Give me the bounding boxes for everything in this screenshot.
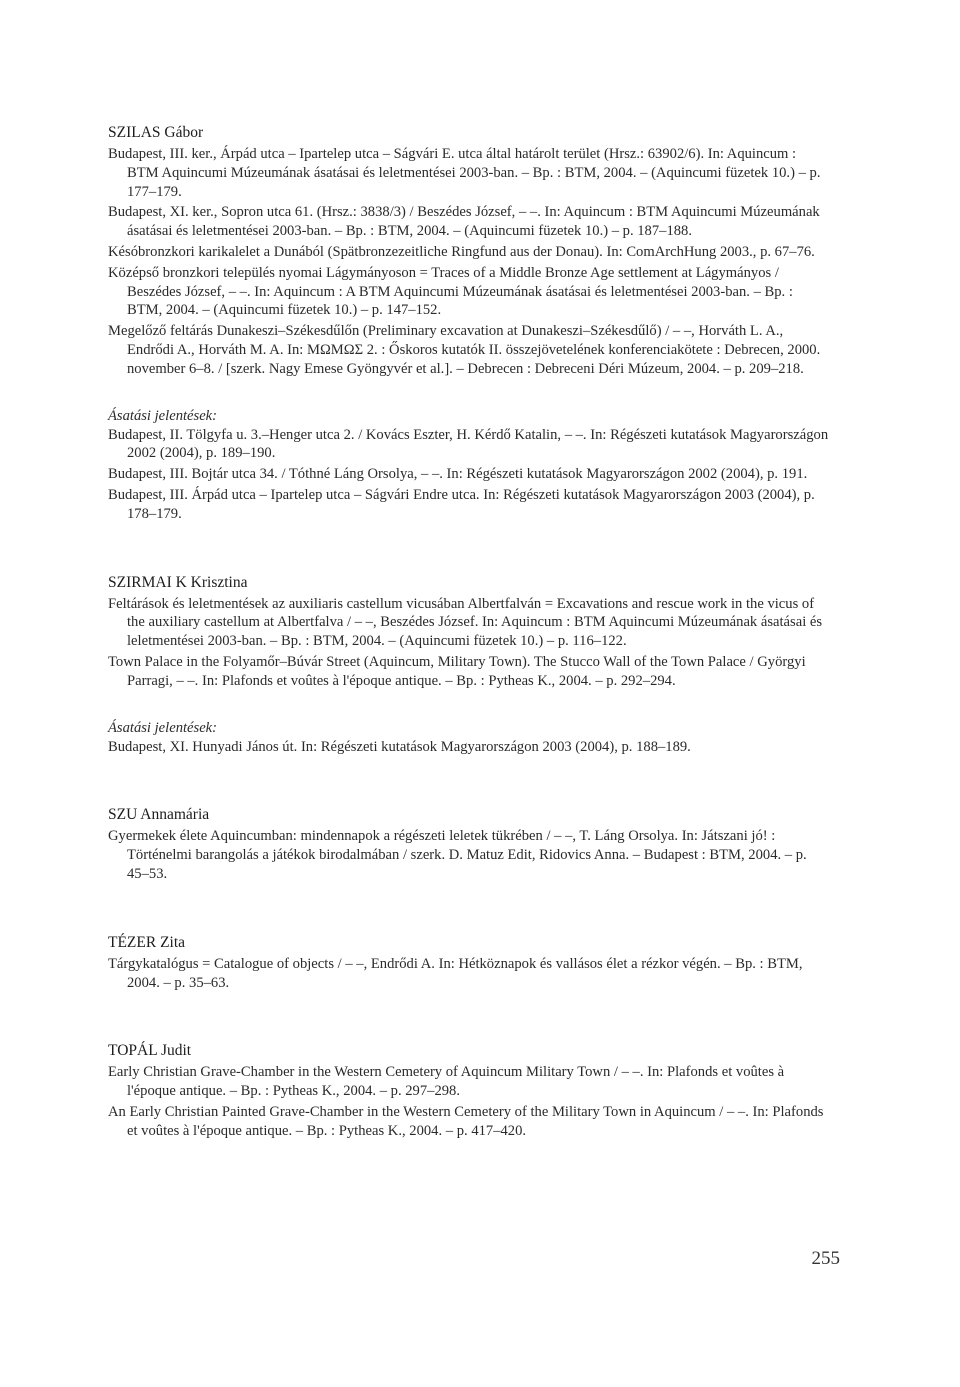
bibliography-entry: Budapest, XI. Hunyadi János út. In: Régészeti kutatások Magyarországon 2003 (2004), p. 188–189. [108, 738, 691, 755]
bibliography-entry: Feltárások és leletmentések az auxiliaris castellum vicusában Albertfalván = Excavations and rescue work in the vicus of the auxiliary castellum at Albertfalva / – –, Beszédes József. In: Aquincum : BTM Aquincumi Múzeumának ásatásai és leletmentései 2003-ban. – Bp. : BTM, 2004. – (Aquincumi füzetek 10.) – p. 116–122. [108, 595, 823, 650]
author-heading: SZIRMAI K Krisztina [108, 573, 248, 591]
bibliography-entry: An Early Christian Painted Grave-Chamber in the Western Cemetery of the Military Town in Aquincum / – –. In: Plafonds et voûtes à l'époque antique. – Bp. : Pytheas K., 2004. – p. 417–420. [108, 1103, 824, 1139]
bibliography-entry: Középső bronzkori település nyomai Lágymányoson = Traces of a Middle Bronze Age settlement at Lágymányos / Beszédes József, – –. In: Aquincum : A BTM Aquincumi Múzeumának ásatásai és leletmentései 2003-ban. – Bp. : BTM, 2004. – (Aquincumi füzetek 10.) – p. 147–152. [108, 264, 793, 319]
bibliography-entry: Megelőző feltárás Dunakeszi–Székesdűlőn (Preliminary excavation at Dunakeszi–Székesdűlő) / – –, Horváth L. A., Endrődi A., Horváth M. A. In: ΜΩΜΩΣ 2. : Őskoros kutatók II. összejövetelének konferenciakötete : Debrecen, 2000. november 6–8. / [szerk. Nagy Emese Gyöngyvér et al.]. – Debrecen : Debreceni Déri Múzeum, 2004. – p. 209–218. [108, 323, 821, 377]
bibliography-entry: Budapest, XI. ker., Sopron utca 61. (Hrsz.: 3838/3) / Beszédes József, – –. In: Aquincum : BTM Aquincumi Múzeumának ásatásai és leletmentései 2003-ban. – Bp. : BTM, 2004. – (Aquincumi füzetek 10.) – p. 187–188. [108, 204, 820, 240]
bibliography-entry: Tárgykatalógus = Catalogue of objects / – –, Endrődi A. In: Hétköznapok és vallásos élet a rézkor végén. – Bp. : BTM, 2004. – p. 35–63. [108, 955, 803, 991]
author-heading: TOPÁL Judit [108, 1042, 192, 1060]
author-section [108, 574, 830, 757]
subsection-heading: Ásatási jelentések: [108, 719, 218, 736]
page-number: 255 [811, 1248, 840, 1269]
bibliography-page [108, 124, 830, 1143]
bibliography-entry: Budapest, III. Árpád utca – Ipartelep utca – Ságvári Endre utca. In: Régészeti kutatások Magyarországon 2003 (2004), p. 178–179. [108, 486, 815, 522]
author-heading: TÉZER Zita [108, 933, 186, 951]
bibliography-entry: Early Christian Grave-Chamber in the Western Cemetery of Aquincum Military Town / – –. In: Plafonds et voûtes à l'époque antique. – Bp. : Pytheas K., 2004. – p. 297–298. [108, 1064, 785, 1100]
author-heading: SZU Annamária [108, 806, 210, 824]
author-section [108, 934, 830, 993]
author-heading: SZILAS Gábor [108, 124, 204, 141]
author-section [108, 124, 830, 524]
bibliography-entry: Budapest, II. Tölgyfa u. 3.–Henger utca 2. / Kovács Eszter, H. Kérdő Katalin, – –. In: Régészeti kutatások Magyarországon 2002 (2004), p. 189–190. [108, 426, 829, 462]
author-section [108, 1042, 830, 1140]
bibliography-entry: Budapest, III. ker., Árpád utca – Ipartelep utca – Ságvári E. utca által határolt terület (Hrsz.: 63902/6). In: Aquincum : BTM Aquincumi Múzeumának ásatásai és leletmentései 2003-ban. – Bp. : BTM, 2004. – (Aquincumi füzetek 10.) – p. 177–179. [108, 146, 821, 200]
bibliography-entry: Town Palace in the Folyamőr–Búvár Street (Aquincum, Military Town). The Stucco Wall of the Town Palace / Györgyi Parragi, – –. In: Plafonds et voûtes à l'époque antique. – Bp. : Pytheas K., 2004. – p. 292–294. [108, 653, 806, 689]
bibliography-entry: Gyermekek élete Aquincumban: mindennapok a régészeti leletek tükrében / – –, T. Láng Orsolya. In: Játszani jó! : Történelmi barangolás a játékok birodalmában / szerk. D. Matuz Edit, Ridovics Anna. – Budapest : BTM, 2004. – p. 45–53. [108, 828, 807, 882]
bibliography-entry: Budapest, III. Bojtár utca 34. / Tóthné Láng Orsolya, – –. In: Régészeti kutatások Magyarországon 2002 (2004), p. 191. [108, 466, 808, 483]
subsection-heading: Ásatási jelentések: [108, 407, 218, 424]
bibliography-entry: Késóbronzkori karikalelet a Dunából (Spätbronzezeitliche Ringfund aus der Donau). In: ComArchHung 2003., p. 67–76. [108, 243, 815, 260]
author-section [108, 806, 830, 883]
